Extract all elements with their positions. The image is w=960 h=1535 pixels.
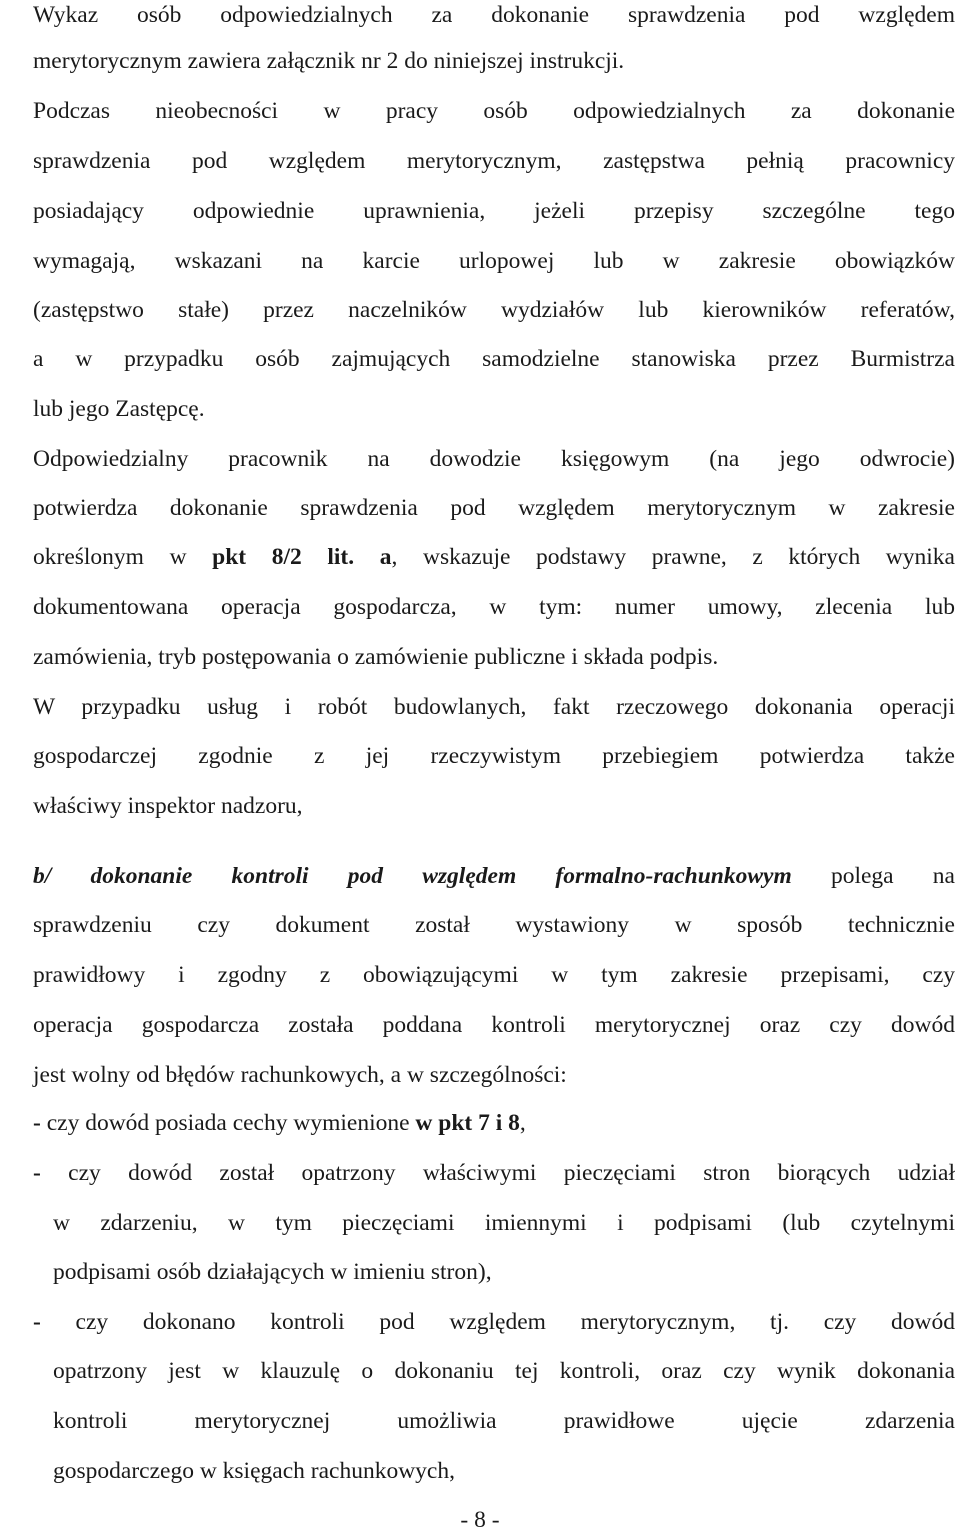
text-run: określonym w [33,544,213,570]
text-line: gospodarczego w księgach rachunkowych, [53,1458,455,1484]
list-item [33,1108,955,1138]
text-line: W przypadku usług i robót budowlanych, fakt rzeczowego dokonania operacji [33,694,955,720]
list-dash: - [33,1309,41,1335]
text-line: potwierdza dokonanie sprawdzenia pod względem merytorycznym w zakresie [33,495,955,521]
text-line: (zastępstwo stałe) przez naczelników wydziałów lub kierowników referatów, [33,297,955,323]
text-line: operacja gospodarcza została poddana kontroli merytorycznej oraz czy dowód [33,1012,955,1038]
section-heading: b/ dokonanie kontroli pod względem formalno-rachunkowym [33,863,792,889]
text-line: kontroli merytorycznej umożliwia prawidłowe ujęcie zdarzenia [53,1408,955,1434]
list-dash: - [33,1110,41,1136]
text-run: , wskazuje podstawy prawne, z których wynika [391,544,955,570]
text-line: wymagają, wskazani na karcie urlopowej lub w zakresie obowiązków [33,248,955,274]
text-line: lub jego Zastępcę. [33,396,205,422]
text-line: posiadający odpowiednie uprawnienia, jeżeli przepisy szczególne tego [33,198,955,224]
text-line: a w przypadku osób zajmujących samodzielne stanowiska przez Burmistrza [33,346,955,372]
text-line: w zdarzeniu, w tym pieczęciami imiennymi i podpisami (lub czytelnymi [53,1210,955,1236]
text-line [33,861,955,891]
text-line: zamówienia, tryb postępowania o zamówienie publiczne i składa podpis. [33,644,719,670]
text-run: polega na [791,863,955,889]
text-line: Wykaz osób odpowiedzialnych za dokonanie sprawdzenia pod względem [33,2,955,28]
text-line: opatrzony jest w klauzulę o dokonaniu tej kontroli, oraz czy wynik dokonania [53,1358,955,1384]
text-line: gospodarczej zgodnie z jej rzeczywistym przebiegiem potwierdza także [33,743,955,769]
text-line: Odpowiedzialny pracownik na dowodzie księgowym (na jego odwrocie) [33,446,955,472]
list-item [33,1158,955,1188]
text-line: jest wolny od błędów rachunkowych, a w szczególności: [33,1062,567,1088]
text-run: czy dowód posiada cechy wymienione [40,1110,416,1136]
reference-bold: pkt 8/2 lit. a [212,544,392,570]
text-line: właściwy inspektor nadzoru, [33,793,303,819]
text-line [33,542,955,572]
reference-bold: w pkt 7 i 8 [415,1110,520,1136]
text-line: podpisami osób działających w imieniu stron), [53,1259,492,1285]
list-item [33,1307,955,1337]
text-run: czy dokonano kontroli pod względem merytorycznym, tj. czy dowód [40,1309,955,1335]
text-run: , [519,1110,526,1136]
text-line: sprawdzeniu czy dokument został wystawiony w sposób technicznie [33,912,955,938]
text-line: prawidłowy i zgodny z obowiązującymi w tym zakresie przepisami, czy [33,962,955,988]
text-line: merytorycznym zawiera załącznik nr 2 do niniejszej instrukcji. [33,48,625,74]
list-dash: - [33,1160,41,1186]
text-line: Podczas nieobecności w pracy osób odpowiedzialnych za dokonanie [33,98,955,124]
text-run: czy dowód został opatrzony właściwymi pieczęciami stron biorących udział [40,1160,955,1186]
page-number: - 8 - [460,1507,500,1533]
text-line: dokumentowana operacja gospodarcza, w tym: numer umowy, zlecenia lub [33,594,955,620]
text-line: sprawdzenia pod względem merytorycznym, zastępstwa pełnią pracownicy [33,148,955,174]
